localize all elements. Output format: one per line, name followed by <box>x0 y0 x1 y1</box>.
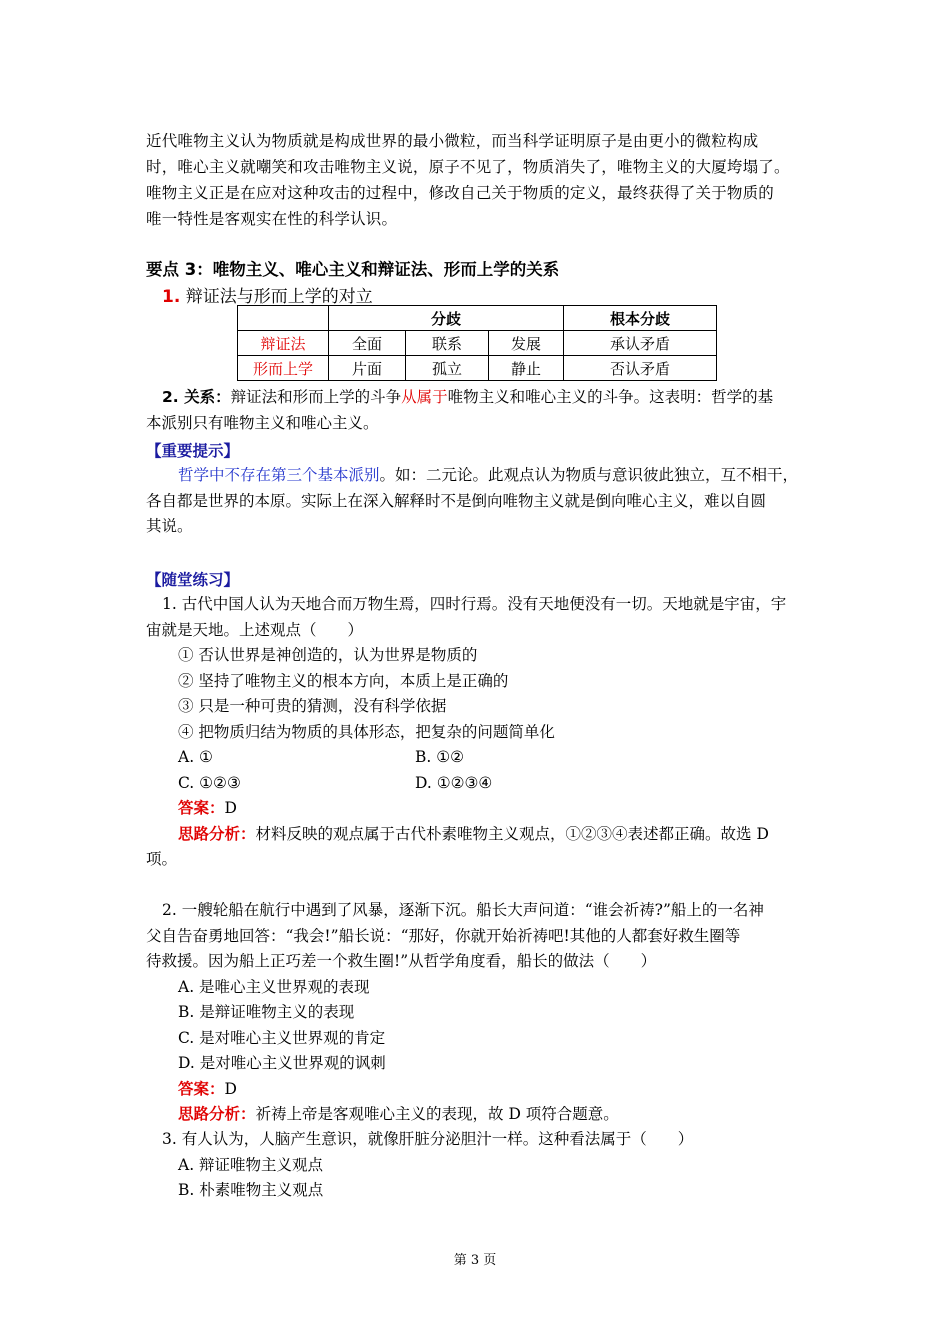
table-header-row <box>238 306 717 331</box>
table-row <box>238 331 717 356</box>
table-corner-cell <box>238 306 329 331</box>
option-b: B. ①② <box>415 748 465 766</box>
option-item: D. 是对唯心主义世界观的讽刺 <box>178 1054 386 1072</box>
item2-text: 辩证法和形而上学的斗争 <box>230 388 402 406</box>
item2-text: 唯物主义和唯心主义的斗争。这表明：哲学的基 <box>447 388 774 406</box>
tip-line: 各自都是世界的本原。实际上在深入解释时不是倒向唯物主义就是倒向唯心主义，难以自圆 <box>146 491 767 510</box>
table-cell: 片面 <box>329 356 406 381</box>
option-item: A. 是唯心主义世界观的表现 <box>178 977 370 996</box>
option-item: C. 是对唯心主义世界观的肯定 <box>178 1028 386 1047</box>
analysis-label: 思路分析： <box>178 824 256 843</box>
option-item: A. 辩证唯物主义观点 <box>178 1155 324 1174</box>
answer-value: D <box>224 1079 237 1098</box>
header-fenqi: 分歧 <box>329 306 564 331</box>
comparison-table <box>237 305 717 381</box>
tip-line: 其说。 <box>146 517 193 535</box>
tip-line <box>146 463 810 489</box>
option-item: B. 是辩证唯物主义的表现 <box>178 1003 355 1021</box>
item2-line <box>146 385 810 411</box>
item2-highlight: 从属于 <box>401 388 448 406</box>
question-stem: 宙就是天地。上述观点（ ） <box>146 620 364 639</box>
item1-text: 辩证法与形而上学的对立 <box>185 287 373 307</box>
intro-line: 时，唯心主义就嘲笑和攻击唯物主义说，原子不见了，物质消失了，唯物主义的大厦垮塌了。 <box>146 158 790 176</box>
intro-line: 唯物主义正是在应对这种攻击的过程中，修改自己关于物质的定义，最终获得了关于物质的 <box>146 184 775 202</box>
page-number: 第 3 页 <box>453 1253 497 1268</box>
option-a: A. ① <box>178 748 213 766</box>
intro-line: 唯一特性是客观实在性的科学认识。 <box>146 210 398 228</box>
analysis-text: 材料反映的观点属于古代朴素唯物主义观点，①②③④表述都正确。故选 D <box>255 824 769 843</box>
question-2 <box>146 898 810 1128</box>
table-cell: 发展 <box>489 331 564 356</box>
analysis-line <box>146 1102 810 1128</box>
statement-item: ① 否认世界是神创造的，认为世界是物质的 <box>178 646 478 664</box>
answer-label: 答案： <box>178 1079 225 1098</box>
table-cell: 孤立 <box>406 356 489 381</box>
question-stem: 父自告奋勇地回答：“我会!”船长说：“那好，你就开始祈祷吧!其他的人都套好救生圈等 <box>146 926 741 945</box>
question-stem: 1. 古代中国人认为天地合而万物生焉，四时行焉。没有天地便没有一切。天地就是宇宙，宇 <box>162 595 787 613</box>
table-cell: 全面 <box>329 331 406 356</box>
option-c: C. ①②③ <box>178 773 241 792</box>
option-row <box>146 771 810 797</box>
table-cell: 联系 <box>406 331 489 356</box>
header-genben: 根本分歧 <box>564 306 717 331</box>
option-row <box>146 745 810 771</box>
answer-line <box>146 1077 810 1103</box>
tip-title: 【重要提示】 <box>146 442 240 460</box>
intro-paragraph <box>146 128 810 232</box>
item2-line: 本派别只有唯物主义和唯心主义。 <box>146 413 379 432</box>
table-cell: 否认矛盾 <box>564 356 717 381</box>
analysis-text: 祈祷上帝是客观唯心主义的表现，故 D 项符合题意。 <box>255 1105 619 1123</box>
question-1 <box>146 592 810 873</box>
item1-number: 1. <box>162 287 181 307</box>
item1-title <box>162 282 373 307</box>
statement-item: ② 坚持了唯物主义的根本方向，本质上是正确的 <box>178 671 509 690</box>
item2-paragraph <box>146 385 810 436</box>
option-d: D. ①②③④ <box>415 773 493 792</box>
option-item: B. 朴素唯物主义观点 <box>178 1181 324 1199</box>
item2-label: 2. 关系： <box>162 388 231 406</box>
intro-line: 近代唯物主义认为物质就是构成世界的最小微粒，而当科学证明原子是由更小的微粒构成 <box>146 132 759 150</box>
table-row <box>238 356 717 381</box>
row-label: 形而上学 <box>238 356 329 381</box>
question-stem: 2. 一艘轮船在航行中遇到了风暴，逐渐下沉。船长大声问道：“谁会祈祷?”船上的一名神 <box>162 901 764 919</box>
answer-label: 答案： <box>178 799 225 817</box>
question-stem: 待救援。因为船上正巧差一个救生圈!”从哲学角度看，船长的做法（ ） <box>146 952 657 970</box>
table-cell: 静止 <box>489 356 564 381</box>
tip-highlight: 哲学中不存在第三个基本派别 <box>178 466 380 484</box>
practice-title: 【随堂练习】 <box>146 571 240 589</box>
tip-text: 。如：二元论。此观点认为物质与意识彼此独立，互不相干， <box>379 466 799 484</box>
analysis-line <box>146 822 810 848</box>
statement-item: ④ 把物质归结为物质的具体形态，把复杂的问题简单化 <box>178 722 555 741</box>
row-label: 辩证法 <box>238 331 329 356</box>
answer-value: D <box>224 799 237 817</box>
table-cell: 承认矛盾 <box>564 331 717 356</box>
question-3 <box>146 1127 810 1204</box>
statement-item: ③ 只是一种可贵的猜测，没有科学依据 <box>178 697 447 715</box>
answer-line <box>146 796 810 822</box>
tip-paragraph <box>146 463 810 540</box>
question-stem: 3. 有人认为，人脑产生意识，就像肝脏分泌胆汁一样。这种看法属于（ ） <box>162 1130 694 1148</box>
analysis-label: 思路分析： <box>178 1105 256 1123</box>
analysis-line: 项。 <box>146 850 178 868</box>
section-heading: 要点 3：唯物主义、唯心主义和辩证法、形而上学的关系 <box>146 260 560 279</box>
